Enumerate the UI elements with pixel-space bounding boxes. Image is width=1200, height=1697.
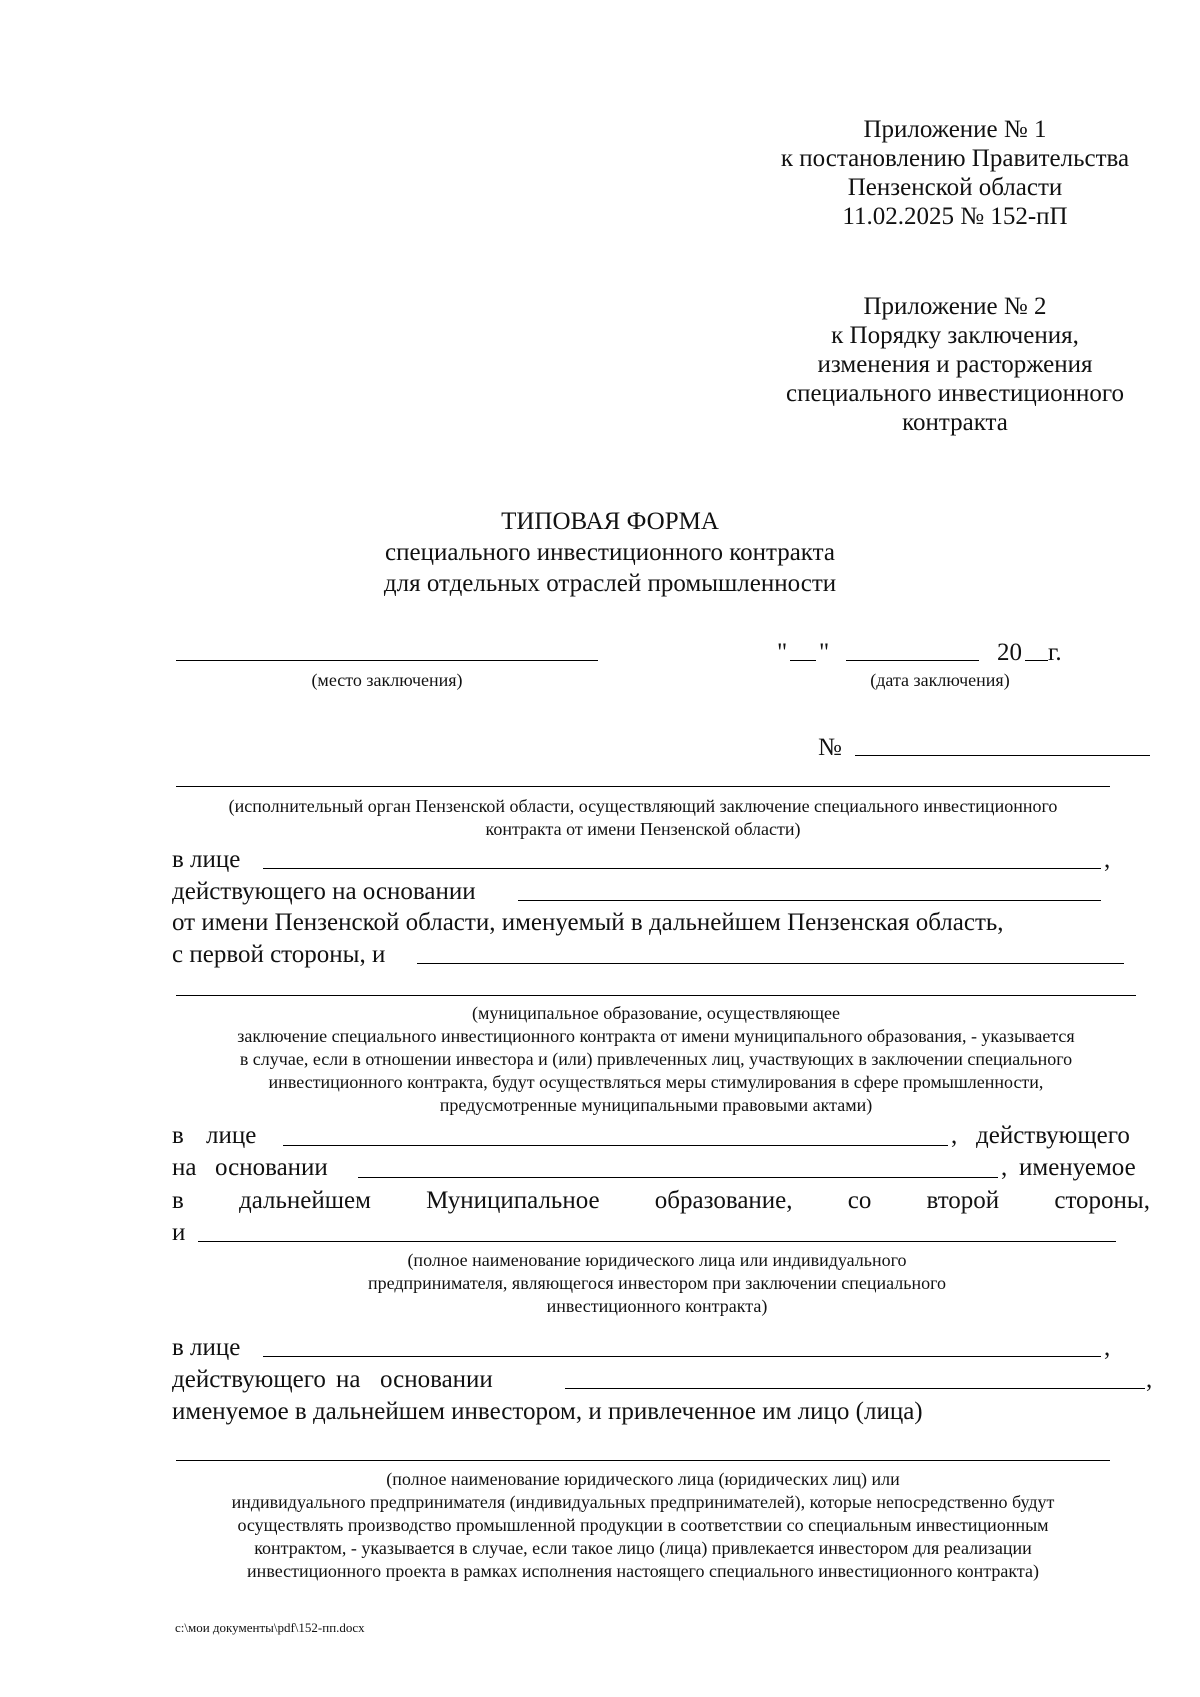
appendix-2-line: Приложение № 2: [863, 293, 1047, 320]
investor-word: основании: [380, 1366, 493, 1393]
caption-line: (полное наименование юридического лица (юридических лиц) или: [386, 1469, 900, 1489]
party1-basis-blank: [518, 900, 1101, 901]
party2-word: на: [172, 1154, 197, 1181]
appendix-2-line: изменения и расторжения: [817, 351, 1093, 378]
place-blank-line: [176, 660, 598, 661]
investor-named-text: именуемое в дальнейшем инвестором, и привлеченное им лицо (лица): [172, 1398, 923, 1425]
caption-line: (полное наименование юридического лица или индивидуального: [407, 1250, 907, 1270]
investor-basis-blank: [565, 1388, 1145, 1389]
party2-word: именуемое: [1019, 1154, 1136, 1181]
party2-representative-blank: [283, 1145, 948, 1146]
investor-word: действующего: [172, 1366, 326, 1393]
investor-in-person-label: в лице: [172, 1334, 241, 1361]
caption-line: контрактом, - указывается в случае, если такое лицо (лица) привлекается инвестором для реализации: [254, 1538, 1032, 1558]
appendix-1-line: Пензенской области: [847, 174, 1063, 201]
investor-representative-blank: [263, 1356, 1101, 1357]
caption-line: контракта от имени Пензенской области): [485, 819, 801, 839]
appendix-1-line: к постановлению Правительства: [780, 145, 1130, 172]
investor-name-blank: [198, 1241, 1116, 1242]
party1-representative-blank: [263, 868, 1101, 869]
appendix-1-date-number: 11.02.2025 № 152-пП: [842, 203, 1068, 230]
date-day-blank: [790, 660, 816, 661]
municipal-formation-caption: [176, 1002, 1136, 1117]
caption-line: (муниципальное образование, осуществляющее: [471, 1003, 841, 1023]
caption-line: предпринимателя, являющегося инвестором при заключении специального: [367, 1273, 947, 1293]
date-year-prefix: 20: [997, 639, 1022, 666]
party1-in-person-label: в лице: [172, 846, 241, 873]
contract-number-blank: [855, 755, 1150, 756]
appendix-1-header: [690, 115, 1200, 231]
caption-line: инвестиционного контракта, будут осуществляться меры стимулирования в сфере промышленности,: [268, 1072, 1044, 1092]
party2-and-label: и: [172, 1219, 186, 1246]
party2-word: Муниципальное: [426, 1187, 600, 1214]
counterparty-blank: [417, 963, 1124, 964]
party2-comma: ,: [1001, 1154, 1008, 1181]
place-caption: [176, 669, 598, 692]
investor-word: на: [336, 1366, 361, 1393]
appendix-1-line: Приложение № 1: [863, 116, 1047, 143]
caption-line: осуществлять производство промышленной продукции в соответствии со специальным инвестиционным: [237, 1515, 1049, 1535]
date-open-quote: ": [777, 639, 788, 666]
party2-word: второй: [926, 1187, 1000, 1214]
date-year-blank: [1025, 660, 1048, 661]
executive-body-caption: [176, 795, 1110, 841]
date-month-blank: [846, 660, 979, 661]
date-close-quote: ": [819, 639, 830, 666]
party2-word: лице: [206, 1122, 257, 1149]
party2-word: в: [172, 1122, 184, 1149]
party1-on-behalf-text: от имени Пензенской области, именуемый в дальнейшем Пензенская область,: [172, 909, 1004, 936]
investor-comma: ,: [1146, 1366, 1153, 1393]
party2-named-row: [172, 1186, 1150, 1216]
caption-line: в случае, если в отношении инвестора и (или) привлеченных лиц, участвующих в заключении специального: [239, 1049, 1073, 1069]
party2-word: в: [172, 1187, 184, 1214]
appendix-2-line: специального инвестиционного: [786, 380, 1124, 407]
party1-comma: ,: [1104, 846, 1111, 873]
investor-comma: ,: [1104, 1334, 1111, 1361]
party2-word: образование,: [654, 1187, 793, 1214]
contract-number-label: №: [818, 734, 842, 761]
caption-line: предусмотренные муниципальными правовыми актами): [439, 1095, 873, 1115]
date-caption: [830, 669, 1050, 692]
form-title-main: ТИПОВАЯ ФОРМА: [501, 508, 719, 535]
date-caption-text: (дата заключения): [870, 670, 1010, 690]
investor-caption: [198, 1249, 1116, 1318]
attracted-person-caption: [176, 1468, 1110, 1583]
place-caption-text: (место заключения): [311, 670, 463, 690]
file-path-footer: c:\мои документы\pdf\152-пп.docx: [175, 1620, 365, 1635]
date-year-suffix: г.: [1048, 639, 1062, 666]
form-title-sub: специального инвестиционного контракта: [385, 539, 835, 566]
form-title: [180, 506, 1040, 599]
party2-word: стороны,: [1054, 1187, 1150, 1214]
attracted-person-blank: [176, 1460, 1110, 1461]
appendix-2-line: к Порядку заключения,: [831, 322, 1079, 349]
party2-word: со: [847, 1187, 872, 1214]
form-title-sub: для отдельных отраслей промышленности: [383, 570, 837, 597]
party2-basis-blank: [358, 1177, 998, 1178]
party1-acting-basis-label: действующего на основании: [172, 878, 476, 905]
caption-line: инвестиционного проекта в рамках исполнения настоящего специального инвестиционного контракта): [247, 1561, 1039, 1581]
caption-line: (исполнительный орган Пензенской области, осуществляющий заключение специального инвестиционного: [228, 796, 1058, 816]
party2-word: дальнейшем: [239, 1187, 371, 1214]
municipal-formation-blank: [176, 995, 1136, 996]
party2-comma: ,: [951, 1122, 958, 1149]
executive-body-blank: [176, 786, 1110, 787]
caption-line: заключение специального инвестиционного контракта от имени муниципального образования, - указывается: [237, 1026, 1075, 1046]
party1-first-side-label: с первой стороны, и: [172, 941, 386, 968]
party2-word: действующего: [976, 1122, 1130, 1149]
caption-line: индивидуального предпринимателя (индивидуальных предпринимателей), которые непосредственно будут: [231, 1492, 1055, 1512]
caption-line: инвестиционного контракта): [546, 1296, 768, 1316]
appendix-2-header: [690, 292, 1200, 437]
party2-word: основании: [215, 1154, 328, 1181]
appendix-2-line: контракта: [902, 409, 1008, 436]
